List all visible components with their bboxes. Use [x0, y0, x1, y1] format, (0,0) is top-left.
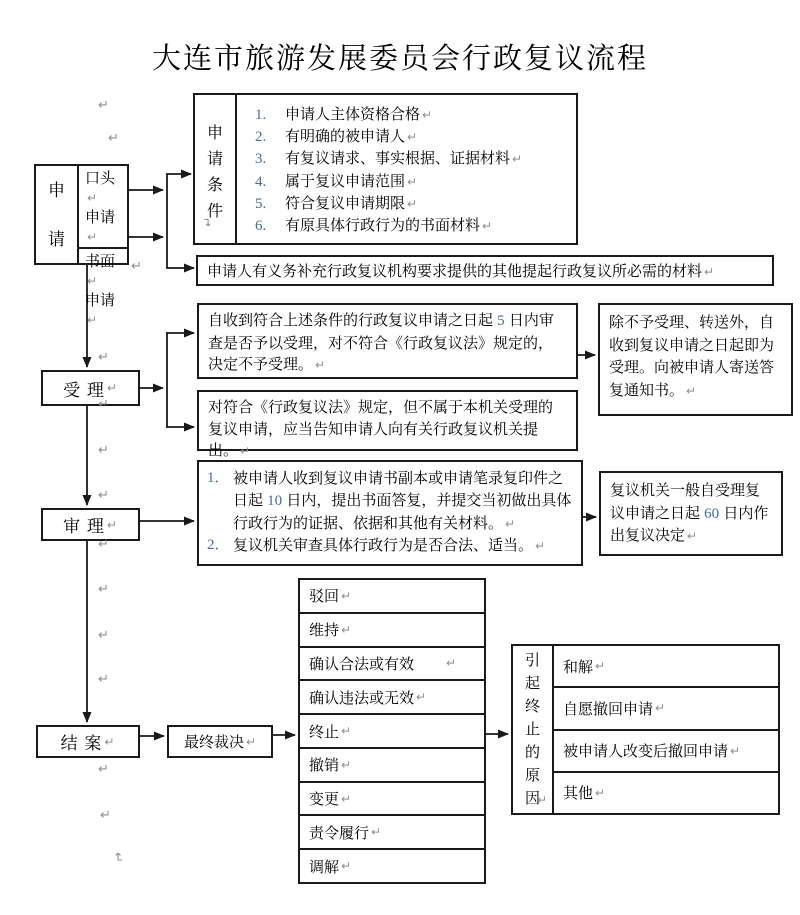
return-mark: ↵ [98, 628, 109, 643]
return-mark: ↵ [98, 488, 109, 503]
acceptance-stage-box: 受 理 ↵ [41, 370, 140, 406]
termination-reasons [554, 646, 778, 813]
closing-stage-box: 结 案 ↵ [36, 725, 140, 758]
return-mark: ↵ [341, 724, 352, 739]
review-item: 1． 被申请人收到复议申请书副本或申请笔录复印件之日起 10 日内，提出书面答复，并提交当初做出具体行政行为的证据、依据和其他有关材料。 ↵ [207, 470, 572, 532]
review-item: 2． 复议机关审查具体行政行为是否合法、适当。 ↵ [207, 537, 546, 555]
apply-methods [79, 166, 127, 327]
return-mark: ↵ [686, 383, 697, 398]
written-application-cell: 书面↵ 申请↵ [79, 247, 127, 330]
outcome-row: 确认合法或有效 ↵ [300, 646, 484, 680]
return-mark: ↵ [341, 859, 352, 874]
reason-row: 自愿撤回申请 ↵ [554, 686, 778, 728]
outcome-row: 驳回 ↵ [309, 588, 352, 606]
return-mark: ↵ [87, 230, 98, 244]
return-mark: ↵ [109, 852, 125, 863]
return-mark: ↵ [407, 130, 418, 145]
termination-header-cell [513, 646, 554, 813]
return-mark: ↵ [535, 539, 546, 554]
days-10: 10 [267, 492, 283, 509]
return-mark: ↵ [446, 656, 457, 671]
days-60: 60 [704, 505, 720, 522]
return-mark: ↵ [407, 196, 418, 211]
condition-item: 2. 有明确的被申请人 ↵ [255, 128, 418, 146]
oral-application-cell: 口头↵ 申请↵ [85, 170, 116, 244]
outcome-row: 终止 ↵ [300, 713, 484, 747]
return-mark: ↵ [201, 216, 216, 228]
outcome-row: 调解 ↵ [300, 848, 484, 882]
return-mark: ↵ [416, 690, 427, 705]
apply-stage-label: 申请 [48, 180, 65, 249]
condition-item: 3. 有复议请求、事实根据、证据材料 ↵ [255, 150, 523, 168]
return-mark: ↵ [422, 108, 433, 122]
return-mark: ↵ [341, 757, 352, 772]
return-mark: ↵ [98, 397, 109, 412]
return-mark: ↵ [87, 313, 98, 327]
outcome-row: 确认违法或无效 ↵ [300, 679, 484, 713]
return-mark: ↵ [505, 516, 516, 531]
return-mark: ↵ [98, 537, 109, 552]
return-mark: ↵ [595, 659, 606, 674]
return-mark: ↵ [730, 743, 741, 758]
return-mark: ↵ [687, 529, 698, 543]
return-mark: ↵ [595, 785, 606, 800]
return-mark: ↵ [371, 825, 382, 840]
return-mark: ↵ [106, 381, 118, 395]
acceptance-side-note-box: 除不予受理、转送外，自收到复议申请之日起即为受理。向被申请人寄送答复通知书。 ↵ [598, 303, 793, 416]
conditions-header-label: 申请条件 [206, 125, 223, 220]
conditions-table [193, 93, 578, 245]
outcomes-list [298, 578, 486, 884]
reason-row: 其他 ↵ [554, 771, 778, 813]
return-mark: ↵ [98, 762, 109, 777]
return-mark: ↵ [98, 443, 109, 458]
return-mark: ↵ [245, 734, 257, 749]
return-mark: ↵ [98, 350, 109, 365]
reason-row: 被申请人改变后撤回申请 ↵ [554, 729, 778, 771]
review-side-note-box: 复议机关一般自受理复议申请之日起 60 日内作出复议决定 ↵ [599, 471, 783, 556]
return-mark: ↵ [341, 588, 352, 603]
termination-header-label: 引起终止的原因 [524, 652, 540, 807]
supplement-box: 申请人有义务补充行政复议机构要求提供的其他提起行政复议所必需的材料 ↵ [196, 255, 774, 286]
return-mark: ↵ [512, 152, 523, 167]
apply-table [34, 164, 129, 327]
return-mark: ↵ [537, 793, 548, 807]
return-mark: ↵ [240, 444, 251, 458]
review-detail-box [197, 460, 583, 566]
return-mark: ↵ [106, 517, 118, 532]
return-mark: ↵ [315, 358, 326, 372]
return-mark: ↵ [131, 259, 142, 274]
condition-item: 5. 符合复议申请期限 ↵ [255, 194, 418, 212]
condition-item: 4. 属于复议申请范围 ↵ [255, 172, 418, 190]
review-stage-box: 审 理 ↵ [41, 508, 140, 541]
return-mark: ↵ [98, 672, 109, 687]
return-mark: ↵ [98, 98, 109, 113]
acceptance-review-box: 自收到符合上述条件的行政复议申请之日起 5 日内审查是否予以受理，对不符合《行政复议法》规定的，决定不予受理。 ↵ [197, 303, 578, 379]
condition-item: 6. 有原具体行政行为的书面材料 ↵ [255, 217, 493, 235]
condition-item: 1. 申请人主体资格合格 ↵ [255, 106, 433, 123]
return-mark: ↵ [100, 808, 111, 823]
return-mark: ↵ [482, 219, 493, 234]
conditions-items [237, 95, 576, 243]
reason-row: 和解 ↵ [563, 658, 606, 676]
final-ruling-box: 最终裁决 ↵ [167, 725, 273, 758]
return-mark: ↵ [704, 265, 715, 279]
return-mark: ↵ [104, 734, 116, 749]
return-mark: ↵ [655, 701, 666, 716]
page-title: 大连市旅游发展委员会行政复议流程 [151, 43, 648, 75]
acceptance-transfer-box: 对符合《行政复议法》规定，但不属于本机关受理的复议申请，应当告知申请人向有关行政复议机关提出。 ↵ [197, 390, 578, 451]
days-5: 5 [497, 313, 505, 329]
termination-table [511, 644, 780, 815]
return-mark: ↵ [108, 131, 119, 146]
conditions-header-cell [195, 95, 237, 243]
return-mark: ↵ [87, 191, 98, 205]
return-mark: ↵ [87, 274, 98, 288]
outcome-row: 变更 ↵ [300, 781, 484, 815]
outcome-row: 维持 ↵ [300, 612, 484, 646]
return-mark: ↵ [98, 582, 109, 597]
return-mark: ↵ [407, 174, 418, 189]
outcome-row: 责令履行 ↵ [300, 814, 484, 848]
return-mark: ↵ [341, 622, 352, 637]
return-mark: ↵ [341, 791, 352, 806]
apply-stage-cell [36, 166, 79, 263]
outcome-row: 撤销 ↵ [300, 747, 484, 781]
